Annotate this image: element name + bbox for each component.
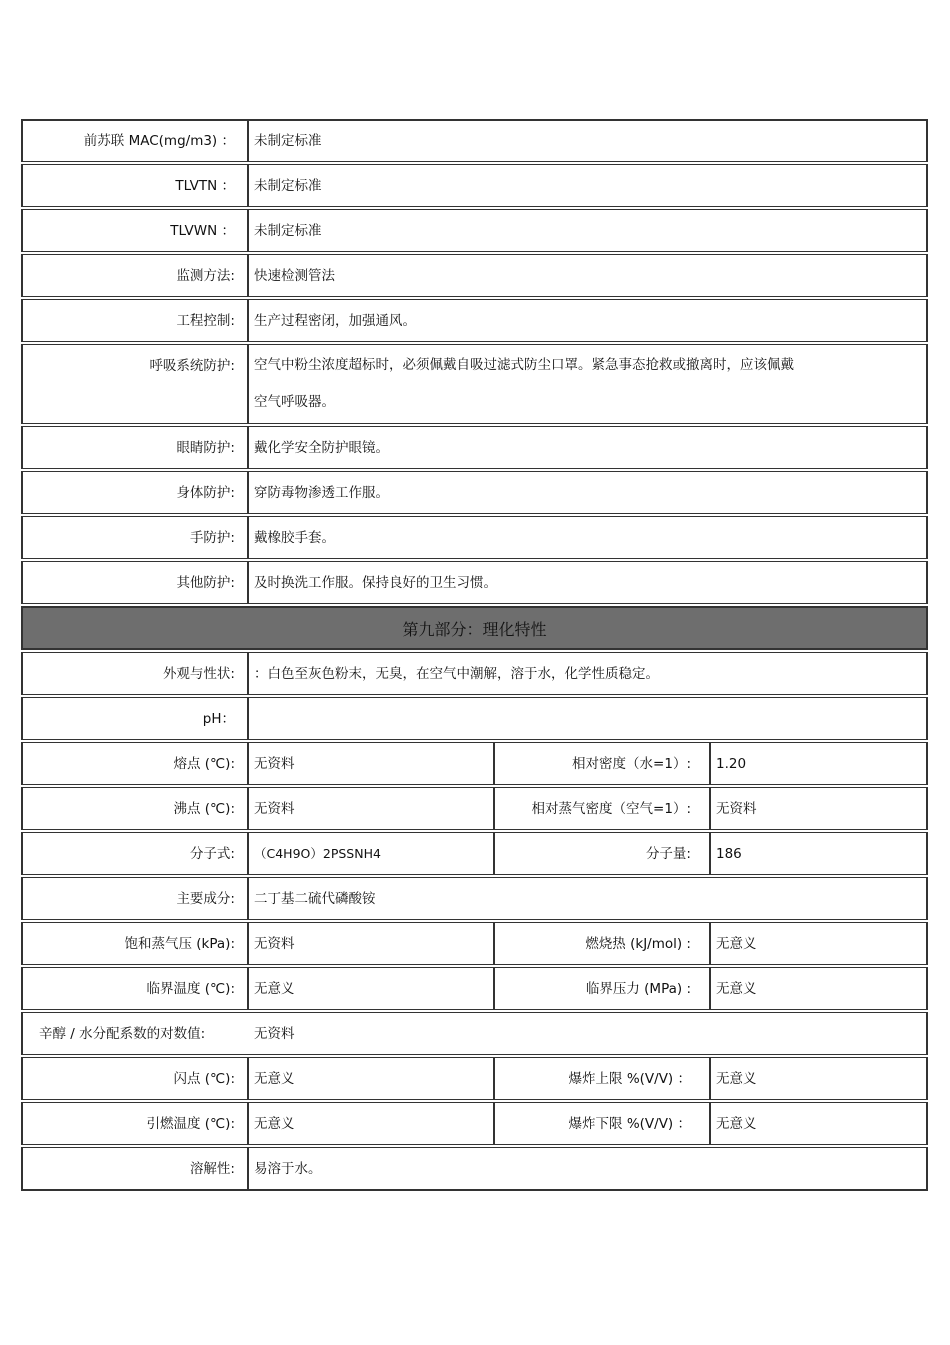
row-value: 快速检测管法 <box>254 267 335 284</box>
table-row <box>21 1057 928 1100</box>
row-label-secondary: 爆炸上限 %(V/V) ： <box>493 1058 711 1099</box>
row-value <box>249 698 926 739</box>
row-label: 眼睛防护: <box>23 427 249 468</box>
table-row <box>21 344 928 424</box>
row-label: 引燃温度 (℃): <box>23 1103 249 1144</box>
row-label: 主要成分: <box>23 878 249 919</box>
row-value: 二丁基二硫代磷酸铵 <box>254 890 376 907</box>
row-value: 无资料 <box>254 935 295 952</box>
row-value: 无资料 <box>254 755 295 772</box>
table-row <box>21 787 928 830</box>
row-value-secondary: 186 <box>716 845 742 862</box>
row-value: 戴化学安全防护眼镜。 <box>254 439 389 456</box>
row-value: 无资料 <box>254 800 295 817</box>
row-label: 监测方法: <box>23 255 249 296</box>
row-label: 手防护: <box>23 517 249 558</box>
row-label: 闪点 (℃): <box>23 1058 249 1099</box>
row-value-line: 空气中粉尘浓度超标时，必须佩戴自吸过滤式防尘口罩。紧急事态抢救或撤离时，应该佩戴 <box>254 357 794 373</box>
table-row <box>21 1012 928 1055</box>
row-label: 沸点 (℃): <box>23 788 249 829</box>
row-value: 未制定标准 <box>254 222 322 239</box>
row-label-secondary: 临界压力 (MPa) : <box>493 968 711 1009</box>
table-row <box>21 922 928 965</box>
row-value: 无意义 <box>254 1070 295 1087</box>
row-label: 分子式: <box>23 833 249 874</box>
row-value: （C4H9O）2PSSNH4 <box>254 845 381 861</box>
row-value: 及时换洗工作服。保持良好的卫生习惯。 <box>254 574 497 591</box>
table-row <box>21 254 928 297</box>
row-label: 其他防护: <box>23 562 249 603</box>
row-label: 辛醇 / 水分配系数的对数值: <box>39 1025 206 1042</box>
row-label: 临界温度 (℃): <box>23 968 249 1009</box>
row-value-secondary: 无意义 <box>716 980 757 997</box>
table-row <box>21 877 928 920</box>
row-value: 生产过程密闭，加强通风。 <box>254 312 416 329</box>
row-value: 无意义 <box>254 1115 295 1132</box>
row-value-line: 空气呼吸器。 <box>254 394 335 410</box>
row-label: 前苏联 MAC(mg/m3) ： <box>23 121 249 161</box>
row-label-secondary: 爆炸下限 %(V/V) ： <box>493 1103 711 1144</box>
row-value-secondary: 无意义 <box>716 935 757 952</box>
row-label: TLVWN ： <box>23 210 249 251</box>
row-label: 呼吸系统防护: <box>23 345 249 423</box>
table-row <box>21 652 928 695</box>
row-value: 穿防毒物渗透工作服。 <box>254 484 389 501</box>
table-row <box>21 516 928 559</box>
table-row <box>21 119 928 162</box>
table-row <box>21 742 928 785</box>
row-value-secondary: 无意义 <box>716 1115 757 1132</box>
row-value: 无资料 <box>254 1025 295 1042</box>
table-row <box>21 426 928 469</box>
table-row <box>21 164 928 207</box>
row-value <box>249 345 926 423</box>
table-row <box>21 1102 928 1145</box>
row-label: 身体防护: <box>23 472 249 513</box>
table-row <box>21 561 928 604</box>
row-label-secondary: 相对密度（水=1）: <box>493 743 711 784</box>
row-label-secondary: 相对蒸气密度（空气=1）: <box>493 788 711 829</box>
row-value-secondary: 1.20 <box>716 755 747 772</box>
row-label-secondary: 燃烧热 (kJ/mol) : <box>493 923 711 964</box>
table-row <box>21 967 928 1010</box>
row-value: 未制定标准 <box>254 177 322 194</box>
row-label: pH： <box>23 698 249 739</box>
table-row <box>21 832 928 875</box>
safety-data-table <box>21 119 928 1193</box>
row-value: ：白色至灰色粉末，无臭，在空气中潮解，溶于水，化学性质稳定。 <box>254 665 659 682</box>
section-header: 第九部分：理化特性 <box>21 606 928 650</box>
row-label-secondary: 分子量: <box>493 833 711 874</box>
row-value: 戴橡胶手套。 <box>254 529 335 546</box>
row-value: 未制定标准 <box>254 133 322 149</box>
row-label: 工程控制: <box>23 300 249 341</box>
row-label: 外观与性状: <box>23 653 249 694</box>
table-row <box>21 697 928 740</box>
table-row <box>21 209 928 252</box>
table-row <box>21 1147 928 1191</box>
table-row <box>21 471 928 514</box>
table-row <box>21 299 928 342</box>
row-value: 无意义 <box>254 980 295 997</box>
row-value-secondary: 无资料 <box>716 800 757 817</box>
row-label: 熔点 (℃): <box>23 743 249 784</box>
row-value: 易溶于水。 <box>254 1160 322 1177</box>
row-label: 溶解性: <box>23 1148 249 1189</box>
row-label: 饱和蒸气压 (kPa): <box>23 923 249 964</box>
row-label: TLVTN ： <box>23 165 249 206</box>
row-value-secondary: 无意义 <box>716 1070 757 1087</box>
